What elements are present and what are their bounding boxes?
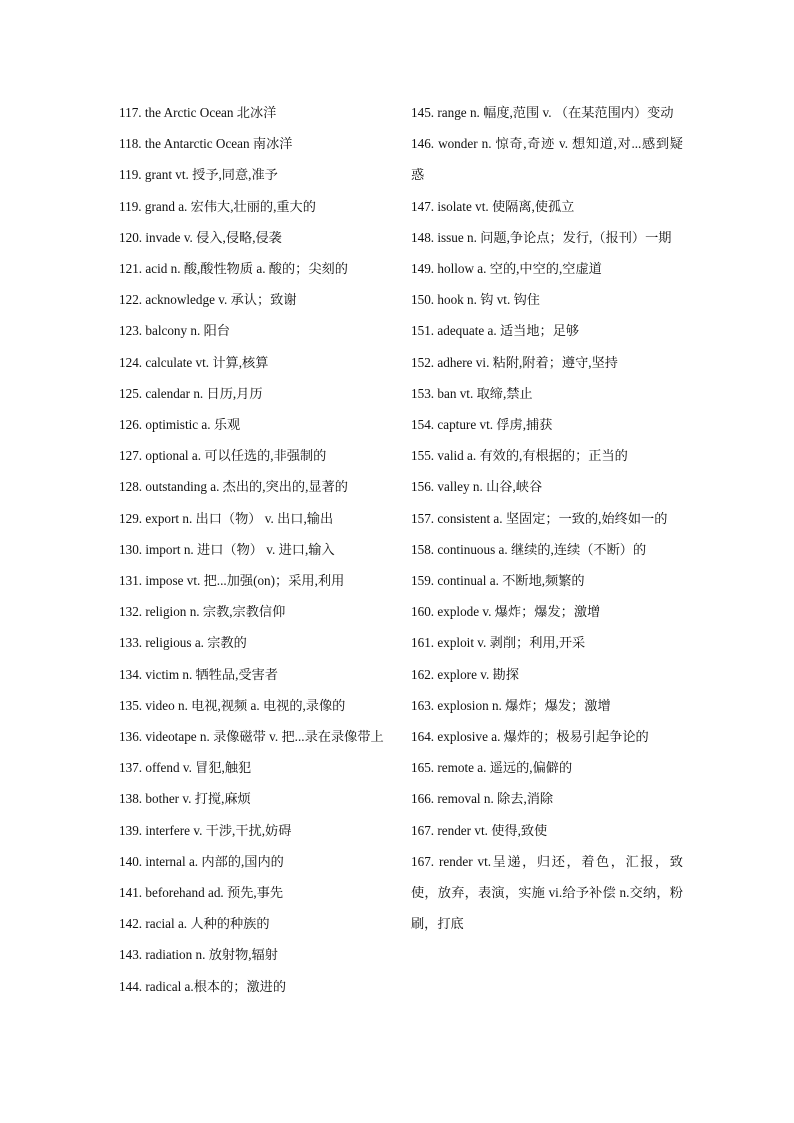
- vocab-entry: 160. explode v. 爆炸；爆发；激增: [411, 604, 601, 620]
- vocab-entry: 133. religious a. 宗教的: [119, 635, 247, 651]
- vocab-entry: 119. grant vt. 授予,同意,准予: [119, 167, 278, 183]
- vocab-entry: 117. the Arctic Ocean 北冰洋: [119, 105, 277, 120]
- vocab-entry: 155. valid a. 有效的,有根据的；正当的: [411, 448, 628, 464]
- vocab-entry: 152. adhere vi. 粘附,附着；遵守,坚持: [411, 354, 618, 370]
- vocab-entry: 129. export n. 出口（物） v. 出口,输出: [119, 510, 334, 526]
- vocab-entry: 131. impose vt. 把...加强(on)；采用,利用: [119, 573, 345, 589]
- vocab-entry: 159. continual a. 不断地,频繁的: [411, 573, 585, 589]
- vocab-entry: 140. internal a. 内部的,国内的: [119, 853, 284, 869]
- vocab-entry: 166. removal n. 除去,消除: [411, 791, 554, 807]
- vocab-entry: 122. acknowledge v. 承认；致谢: [119, 292, 297, 308]
- vocab-entry: 158. continuous a. 继续的,连续（不断）的: [411, 541, 647, 557]
- vocab-entry: 124. calculate vt. 计算,核算: [119, 354, 269, 370]
- vocab-entry: 167. render vt.呈递，归还，着色，汇报，致使，放弃，表演，实施 vi.给予补偿 n.交纳，粉刷，打底: [411, 853, 683, 932]
- vocab-entry: 161. exploit v. 剥削；利用,开采: [411, 635, 586, 651]
- vocab-entry: 162. explore v. 勘探: [411, 666, 519, 682]
- vocab-entry: 147. isolate vt. 使隔离,使孤立: [411, 198, 575, 214]
- vocab-entry: 163. explosion n. 爆炸；爆发；激增: [411, 697, 611, 713]
- vocab-entry: 135. video n. 电视,视频 a. 电视的,录像的: [119, 697, 346, 713]
- vocab-entry: 144. radical a.根本的；激进的: [119, 978, 287, 994]
- vocab-entry: 157. consistent a. 坚固定；一致的,始终如一的: [411, 510, 668, 526]
- vocab-entry: 154. capture vt. 俘虏,捕获: [411, 417, 553, 433]
- vocab-entry: 128. outstanding a. 杰出的,突出的,显著的: [119, 479, 348, 495]
- vocab-entry: 150. hook n. 钩 vt. 钩住: [411, 292, 540, 308]
- vocabulary-right-column: [411, 97, 683, 939]
- vocab-entry: 145. range n. 幅度,范围 v. （在某范围内）变动: [411, 105, 674, 120]
- vocab-entry: 149. hollow a. 空的,中空的,空虚道: [411, 261, 602, 277]
- vocab-entry: 119. grand a. 宏伟大,壮丽的,重大的: [119, 198, 316, 214]
- vocab-entry: 125. calendar n. 日历,月历: [119, 385, 263, 401]
- vocab-entry: 126. optimistic a. 乐观: [119, 417, 241, 433]
- vocab-entry: 142. racial a. 人种的种族的: [119, 916, 270, 932]
- vocab-entry: 138. bother v. 打搅,麻烦: [119, 791, 251, 807]
- vocab-entry: 151. adequate a. 适当地；足够: [411, 323, 580, 339]
- vocab-entry: 136. videotape n. 录像磁带 v. 把...录在录像带上: [119, 729, 384, 745]
- vocabulary-left-column: [119, 97, 391, 1002]
- vocab-entry: 146. wonder n. 惊奇,奇迹 v. 想知道,对...感到疑惑: [411, 136, 683, 183]
- vocab-entry: 134. victim n. 牺牲品,受害者: [119, 666, 278, 682]
- vocab-entry: 167. render vt. 使得,致使: [411, 822, 548, 838]
- vocab-entry: 127. optional a. 可以任选的,非强制的: [119, 448, 327, 464]
- vocab-entry: 130. import n. 进口（物） v. 进口,输入: [119, 541, 335, 557]
- vocab-entry: 164. explosive a. 爆炸的；极易引起争论的: [411, 729, 649, 745]
- vocab-entry: 118. the Antarctic Ocean 南冰洋: [119, 136, 293, 152]
- vocab-entry: 153. ban vt. 取缔,禁止: [411, 385, 533, 401]
- vocab-entry: 148. issue n. 问题,争论点；发行,（报刊）一期: [411, 229, 672, 245]
- vocab-entry: 139. interfere v. 干涉,干扰,妨碍: [119, 822, 292, 838]
- vocab-entry: 143. radiation n. 放射物,辐射: [119, 947, 278, 963]
- vocab-entry: 123. balcony n. 阳台: [119, 323, 230, 339]
- vocab-entry: 137. offend v. 冒犯,触犯: [119, 760, 252, 776]
- vocab-entry: 132. religion n. 宗教,宗教信仰: [119, 604, 286, 620]
- vocab-entry: 121. acid n. 酸,酸性物质 a. 酸的；尖刻的: [119, 261, 348, 277]
- vocab-entry: 156. valley n. 山谷,峡谷: [411, 479, 543, 495]
- vocab-entry: 141. beforehand ad. 预先,事先: [119, 885, 284, 901]
- vocab-entry: 165. remote a. 遥远的,偏僻的: [411, 760, 573, 776]
- vocab-entry: 120. invade v. 侵入,侵略,侵袭: [119, 229, 282, 245]
